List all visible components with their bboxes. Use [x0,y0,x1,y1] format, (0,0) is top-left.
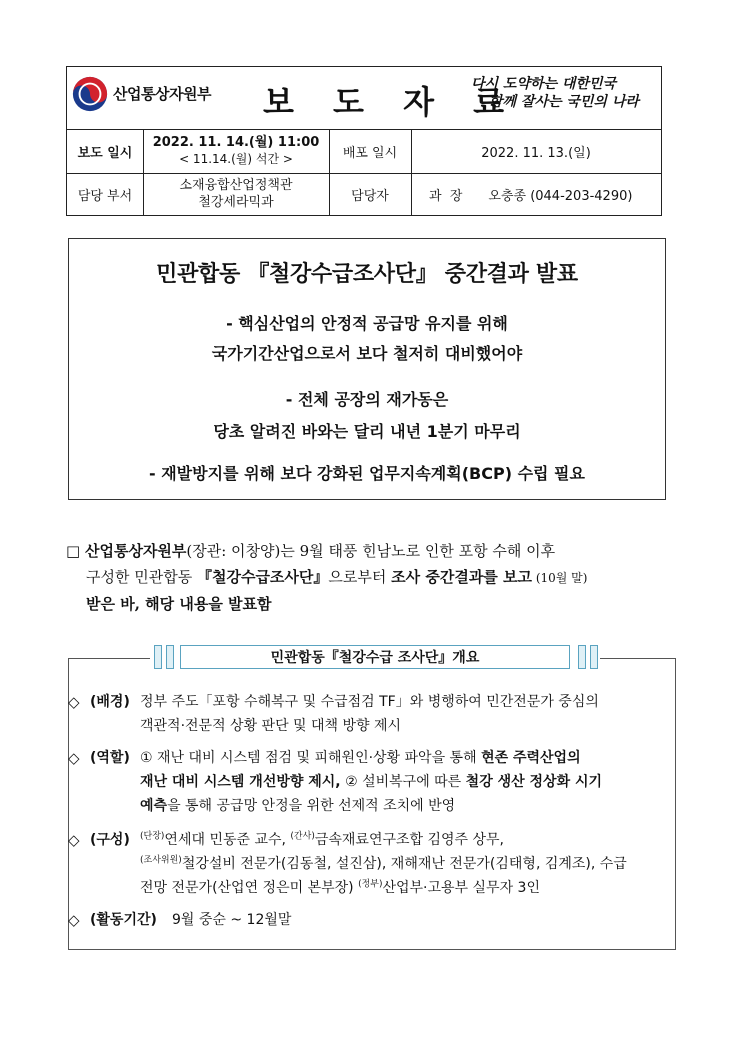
diamond-bullet-icon: ◇ [68,749,80,767]
composition-line-3-b: 산업부·고용부 실무자 3인 [382,880,540,896]
subhead-1-line-1: - 핵심산업의 안정적 공급망 유지를 위해 [226,314,508,333]
department-row [67,173,661,215]
composition-line-2 [140,852,676,876]
header-title-row [67,67,661,130]
press-header-table [66,66,662,216]
background-line-2: 객관적·전문적 상황 판단 및 대책 방향 제시 [140,718,402,734]
subhead-3: - 재발방지를 위해 보다 강화된 업무지속계획(BCP) 수립 필요 [149,464,585,483]
release-note: < 11.14.(월) 석간 > [179,152,293,166]
headline-summary-box [68,238,666,500]
department-label: 담당 부서 [77,188,133,204]
contact-cell [411,173,661,215]
banner-bar-icon [590,645,598,669]
role-line-1 [140,746,676,770]
diamond-bullet-icon: ◇ [68,831,80,849]
composition-line-3 [140,876,676,900]
distribution-date: 2022. 11. 13.(일) [481,145,591,161]
banner-bar-icon [578,645,586,669]
department-line-1: 소재융합산업정책관 [179,178,293,193]
lead-paragraph [66,538,676,617]
overview-title-banner [150,645,600,671]
subhead-2-line-2: 당초 알려진 바와는 달리 내년 1분기 마무리 [213,422,521,441]
task-force-name: 『철강수급조사단』 [196,568,329,586]
government-tag: (정부) [358,879,383,890]
composition-line-1-a: 연세대 민동준 교수, [164,832,291,848]
composition-line-3-a: 전망 전문가(산업연 정은미 본부장) [140,880,359,896]
department-line-2: 철강세라믹과 [198,195,274,210]
government-slogan [471,75,657,121]
role-line-3-b: 을 통해 공급망 안정을 위한 선제적 조치에 반영 [167,798,456,814]
overview-item-background [68,690,678,740]
lead-line-2 [66,564,676,591]
role-line-3-a: 예측 [140,798,168,814]
release-time: 2022. 11. 14.(월) 11:00 [152,135,320,150]
slogan-line-2: 함께 잘사는 국민의 나라 [489,94,639,110]
subhead-2-line-1: - 전체 공장의 재가동은 [285,390,449,409]
diamond-bullet-icon: ◇ [68,693,80,711]
overview-item-period [68,908,678,934]
overview-item-composition [68,828,678,902]
release-time-row [67,129,661,174]
period-label: (활동기간) [90,912,157,928]
banner-bar-icon [154,645,162,669]
ministry-logo [71,73,231,117]
contact-role: 과 장 [429,188,463,204]
contact-label: 담당자 [351,188,389,204]
background-text [140,690,676,738]
release-time-cell [143,129,329,173]
square-bullet: □ [66,542,81,560]
role-line-1-b: 현존 주력산업의 [481,750,581,766]
release-label: 보도 일시 [77,145,133,161]
banner-bar-icon [166,645,174,669]
report-date-note: (10월 말) [532,571,588,585]
role-line-2-b: ② 설비복구에 따른 [340,774,466,790]
lead-line-1-rest: (장관: 이창양)는 9월 태풍 힌남노로 인한 포항 수해 이후 [186,542,556,560]
background-line-1: 정부 주도「포항 수해복구 및 수급점검 TF」와 병행하여 민간전문가 중심의 [140,694,599,710]
lead-line-2-a: 구성한 민관합동 [86,568,197,586]
taegeuk-emblem-icon [71,75,109,113]
contact-name: 오충종 (044-203-4290) [488,188,633,204]
investigator-tag: (조사위원) [140,855,182,866]
composition-line-2-text: 철강설비 전문가(김동철, 설진삼), 재해재난 전문가(김태형, 김계조), 수급 [181,856,627,872]
ministry-name: 산업통상자원부 [113,85,211,103]
composition-label: (구성) [90,832,130,848]
background-label: (배경) [90,694,130,710]
composition-line-1-b: 금속재료연구조합 김영주 상무, [314,832,505,848]
role-line-3 [140,794,676,818]
role-line-2 [140,770,676,794]
role-label: (역할) [90,750,130,766]
department-cell [143,173,329,215]
period-text: 9월 중순 ~ 12월말 [172,912,292,928]
secretary-tag: (간사) [290,831,315,842]
leader-tag: (단장) [140,831,165,842]
role-text [140,746,676,818]
overview-title: 민관합동『철강수급 조사단』개요 [180,645,570,669]
subhead-1-line-2: 국가기간산업으로서 보다 철저히 대비했어야 [211,344,523,363]
role-line-1-a: ① 재난 대비 시스템 점검 및 피해원인·상황 파악을 통해 [140,750,482,766]
composition-line-1 [140,828,676,852]
lead-line-3: 받은 바, 해당 내용을 발표함 [86,595,272,613]
slogan-line-1: 다시 도약하는 대한민국 [471,76,616,92]
role-line-2-c: 철강 생산 정상화 시기 [465,774,603,790]
interim-report-phrase: 조사 중간결과를 보고 [391,568,532,586]
role-line-2-a: 재난 대비 시스템 개선방향 제시, [140,774,341,790]
diamond-bullet-icon: ◇ [68,911,80,929]
distribution-label: 배포 일시 [342,145,398,161]
lead-line-1 [66,538,676,564]
lead-line-2-c: 으로부터 [328,568,392,586]
composition-text [140,828,676,900]
ministry-name-bold: 산업통상자원부 [84,542,187,560]
overview-item-role [68,746,678,820]
headline: 민관합동 『철강수급조사단』 중간결과 발표 [156,262,578,287]
press-release-title: 보 도 자 료 [263,83,519,121]
